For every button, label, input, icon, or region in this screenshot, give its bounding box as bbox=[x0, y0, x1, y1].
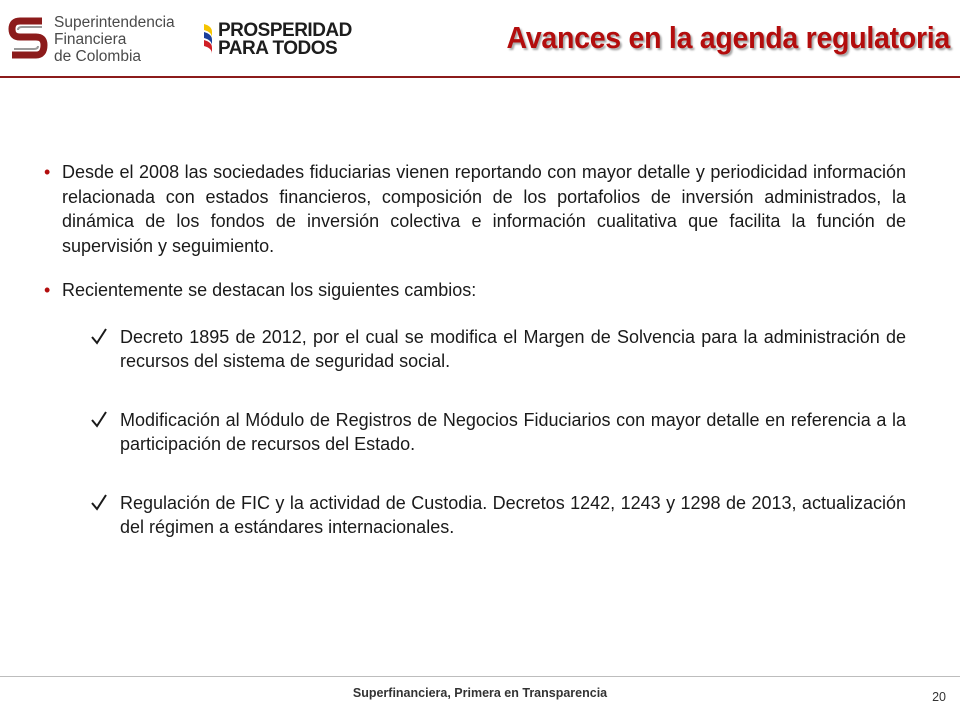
superfinanciera-emblem-icon bbox=[8, 15, 48, 63]
logo-line-3: de Colombia bbox=[54, 47, 142, 65]
logo-line-2: Financiera bbox=[54, 30, 127, 48]
prosperidad-logo bbox=[202, 20, 352, 60]
logo-line-1: Superintendencia bbox=[54, 13, 175, 31]
checklist-text: Regulación de FIC y la actividad de Custodia. Decretos 1242, 1243 y 1298 de 2013, actualización del régimen a estándares internacionales. bbox=[120, 492, 906, 537]
flag-ribbon-icon bbox=[202, 22, 214, 58]
bullet-icon: • bbox=[44, 280, 51, 300]
checklist-text: Modificación al Módulo de Registros de Negocios Fiduciarios con mayor detalle en referencia a la participación de recursos del Estado. bbox=[120, 409, 906, 454]
checklist-item bbox=[44, 408, 906, 457]
footer-divider bbox=[0, 676, 960, 677]
page-title: Avances en la agenda regulatoria bbox=[506, 20, 950, 55]
checklist-item bbox=[44, 325, 906, 374]
checkmark-icon bbox=[90, 491, 108, 513]
footer-tagline: Superfinanciera, Primera en Transparencia bbox=[352, 686, 608, 700]
slide-body bbox=[44, 160, 906, 574]
gov-logo-line-1: PROSPERIDAD bbox=[218, 20, 352, 41]
header-divider bbox=[0, 76, 960, 78]
checklist-text: Decreto 1895 de 2012, por el cual se modifica el Margen de Solvencia para la administración de recursos del sistema de seguridad social. bbox=[120, 326, 906, 371]
gov-logo-line-2: PARA TODOS bbox=[218, 38, 338, 59]
superfinanciera-logo bbox=[8, 12, 184, 66]
bullet-text: Desde el 2008 las sociedades fiduciarias vienen reportando con mayor detalle y periodicidad información relacionada con estados financieros, composición de los portafolios de inversión administrados, la dinámica de los fondos de inversión colectiva e información cualitativa que facilita la función de supervisión y seguimiento. bbox=[62, 162, 906, 256]
bullet-item bbox=[44, 278, 906, 303]
checkmark-icon bbox=[90, 325, 108, 347]
bullet-item bbox=[44, 160, 906, 258]
page-number: 20 bbox=[932, 690, 946, 704]
checkmark-icon bbox=[90, 408, 108, 430]
bullet-icon: • bbox=[44, 162, 51, 182]
bullet-text: Recientemente se destacan los siguientes cambios: bbox=[62, 280, 477, 300]
checklist-item bbox=[44, 491, 906, 540]
slide-header bbox=[0, 0, 960, 80]
